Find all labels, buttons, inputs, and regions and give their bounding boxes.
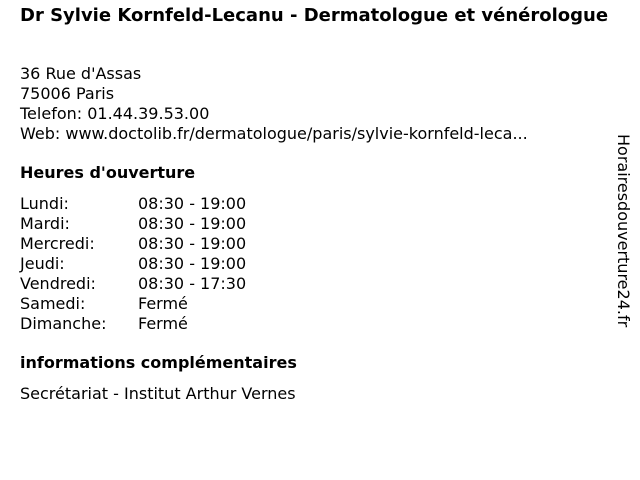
day-label: Vendredi:	[20, 274, 96, 293]
day-label: Samedi:	[20, 294, 86, 313]
day-label: Dimanche:	[20, 314, 107, 333]
page-title: Dr Sylvie Kornfeld-Lecanu - Dermatologue et vénérologue	[20, 5, 609, 26]
time-value: 08:30 - 19:00	[138, 214, 247, 233]
contact-block	[20, 64, 528, 144]
site-watermark: Horairesdouverture24.fr	[614, 134, 633, 328]
time-value: 08:30 - 17:30	[138, 274, 247, 293]
hours-row-tuesday	[20, 214, 246, 234]
hours-row-monday	[20, 194, 246, 214]
day-label: Jeudi:	[20, 254, 65, 273]
day-label: Mardi:	[20, 214, 70, 233]
additional-info-text: Secrétariat - Institut Arthur Vernes	[20, 384, 296, 403]
website-link[interactable]: Web: www.doctolib.fr/dermatologue/paris/sylvie-kornfeld-leca...	[20, 124, 528, 143]
time-value: 08:30 - 19:00	[138, 194, 247, 213]
hours-row-sunday	[20, 314, 246, 334]
time-value: Fermé	[138, 294, 188, 313]
opening-hours-table	[20, 194, 246, 334]
hours-row-saturday	[20, 294, 246, 314]
city-postcode: 75006 Paris	[20, 84, 115, 103]
street-address: 36 Rue d'Assas	[20, 64, 142, 83]
hours-row-friday	[20, 274, 246, 294]
time-value: 08:30 - 19:00	[138, 234, 247, 253]
time-value: 08:30 - 19:00	[138, 254, 247, 273]
day-label: Lundi:	[20, 194, 69, 213]
day-label: Mercredi:	[20, 234, 95, 253]
phone-number: Telefon: 01.44.39.53.00	[20, 104, 210, 123]
hours-row-thursday	[20, 254, 246, 274]
hours-row-wednesday	[20, 234, 246, 254]
opening-hours-heading: Heures d'ouverture	[20, 163, 196, 182]
time-value: Fermé	[138, 314, 188, 333]
additional-info-heading: informations complémentaires	[20, 353, 297, 372]
